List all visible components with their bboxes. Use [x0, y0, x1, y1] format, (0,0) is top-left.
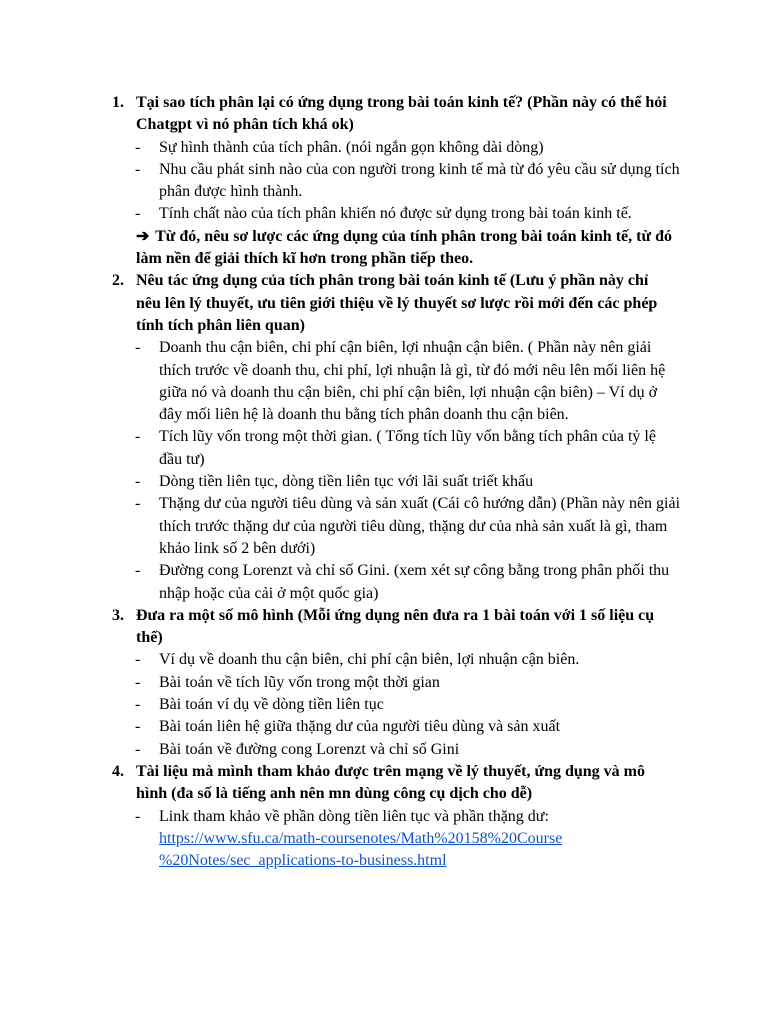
- list-item: [135, 159, 681, 204]
- list-item-text: Đường cong Lorenzt và chỉ số Gini. (xem xét sự công bằng trong phân phối thu nhập hoặc của cải ở một quốc gia): [159, 562, 670, 602]
- section-number: 1.: [112, 94, 124, 111]
- dash-bullet: -: [135, 205, 141, 223]
- list-item: [135, 806, 681, 873]
- dash-bullet: -: [135, 428, 141, 446]
- list-item-text: Ví dụ về doanh thu cận biên, chi phí cận biên, lợi nhuận cận biên.: [159, 651, 580, 669]
- list-item-text: Dòng tiền liên tục, dòng tiền liên tục với lãi suất triết khấu: [159, 473, 534, 491]
- list-item-text: Doanh thu cận biên, chi phí cận biên, lợi nhuận cận biên. ( Phần này nên giải thích trước về doanh thu, chi phí, lợi nhuận là gì, từ đó mới nêu lên mối liên hệ giữa nó và doanh thu cận biên, chi phí cận biên, lợi nhuận cận biên) – Ví dụ ở đây mối liên hệ là doanh thu bằng tích phân doanh thu cận biên.: [159, 339, 666, 424]
- dash-bullet: -: [135, 696, 141, 714]
- dash-bullet: -: [135, 339, 141, 357]
- section-number: 4.: [112, 762, 124, 780]
- section-number: 2.: [112, 272, 124, 290]
- list-item: [135, 739, 681, 761]
- list-item: [135, 694, 681, 716]
- list-item-text: Bài toán liên hệ giữa thặng dư của người tiêu dùng và sản xuất: [159, 718, 561, 736]
- section-3: [0, 605, 768, 761]
- section-number: 3.: [112, 606, 124, 624]
- list-item-text: Thặng dư của người tiêu dùng và sản xuất (Cái cô hướng dẫn) (Phần này nên giải thích trước thặng dư của người tiêu dùng, thặng dư của nhà sản xuất là gì, tham khảo link số 2 bên dưới): [159, 495, 681, 557]
- list-item-text: Sự hình thành của tích phân. (nói ngắn gọn không dài dòng): [159, 138, 544, 156]
- list-item-text: Bài toán ví dụ về dòng tiền liên tục: [159, 696, 384, 714]
- section-2: [0, 270, 768, 604]
- reference-link-line-2[interactable]: %20Notes/sec_applications-to-business.html: [159, 852, 447, 870]
- list-item: [135, 426, 681, 471]
- section-heading: Nêu tác ứng dụng của tích phân trong bài toán kinh tế (Lưu ý phần này chỉ nêu lên lý thuyết, ưu tiên giới thiệu về lý thuyết sơ lược rồi mới đến các phép tính tích phân liên quan): [136, 272, 658, 334]
- section-heading: Tại sao tích phân lại có ứng dụng trong bài toán kinh tế? (Phần này có thể hỏi Chatgpt vì nó phân tích khá ok): [136, 94, 667, 134]
- arrow-right-icon: ➔: [136, 227, 150, 245]
- dash-bullet: -: [135, 138, 141, 156]
- list-item-text: Nhu cầu phát sinh nào của con người trong kinh tế mà từ đó yêu cầu sử dụng tích phân được hình thành.: [159, 160, 680, 201]
- list-item: [135, 649, 681, 671]
- list-item: [135, 560, 681, 605]
- list-item-text: Tích lũy vốn trong một thời gian. ( Tổng tích lũy vốn bằng tích phân của tỷ lệ đầu tư): [159, 428, 656, 468]
- reference-link-line-1[interactable]: https://www.sfu.ca/math-coursenotes/Math%20158%20Course: [159, 829, 563, 847]
- dash-bullet: -: [135, 562, 141, 580]
- section-1: [0, 92, 768, 270]
- conclusion-item: [136, 226, 676, 271]
- document-page: [0, 92, 768, 872]
- dash-bullet: -: [135, 160, 141, 178]
- section-heading: Đưa ra một số mô hình (Mỗi ứng dụng nên đưa ra 1 bài toán với 1 số liệu cụ thể): [136, 606, 655, 647]
- list-item-text: Bài toán về tích lũy vốn trong một thời gian: [159, 673, 440, 691]
- dash-bullet: -: [135, 651, 141, 669]
- list-item: [135, 471, 681, 493]
- list-item: [135, 203, 681, 225]
- list-item: [135, 716, 681, 738]
- list-item: [135, 493, 681, 560]
- list-item-text: Link tham khảo về phần dòng tiền liên tục và phần thặng dư:: [159, 807, 549, 825]
- dash-bullet: -: [135, 807, 141, 825]
- dash-bullet: -: [135, 740, 141, 758]
- dash-bullet: -: [135, 718, 141, 736]
- list-item: [135, 672, 681, 694]
- section-4: [0, 761, 768, 872]
- dash-bullet: -: [135, 495, 141, 513]
- dash-bullet: -: [135, 673, 141, 691]
- list-item: [135, 137, 681, 159]
- list-item-text: Bài toán về đường cong Lorenzt và chỉ số Gini: [159, 740, 460, 758]
- list-item: [135, 337, 681, 426]
- section-heading: Tài liệu mà mình tham khảo được trên mạng về lý thuyết, ứng dụng và mô hình (đa số là tiếng anh nên mn dùng công cụ dịch cho dễ): [136, 762, 645, 803]
- dash-bullet: -: [135, 473, 141, 491]
- conclusion-text: Từ đó, nêu sơ lược các ứng dụng của tính phân trong bài toán kinh tế, từ đó làm nền để giải thích kĩ hơn trong phần tiếp theo.: [136, 227, 672, 268]
- list-item-text: Tính chất nào của tích phân khiến nó được sử dụng trong bài toán kinh tế.: [159, 205, 632, 223]
